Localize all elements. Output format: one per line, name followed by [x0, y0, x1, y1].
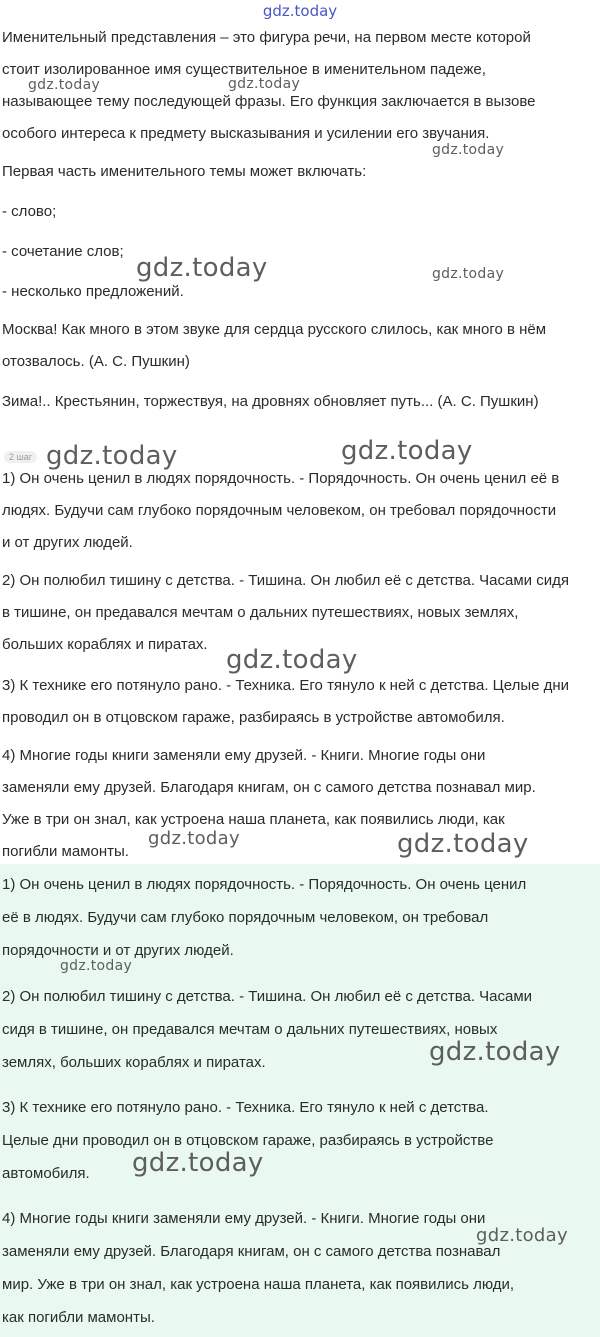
watermark: gdz.today [432, 142, 505, 158]
exercise-line: погибли мамонты. [2, 843, 129, 860]
watermark: gdz.today [341, 436, 473, 466]
intro-line: отозвалось. (А. С. Пушкин) [2, 353, 190, 370]
answer-line: порядочности и от других людей. [2, 942, 234, 959]
answer-line: автомобиля. [2, 1165, 90, 1182]
exercise-line: 4) Многие годы книги заменяли ему друзей. - Книги. Многие годы они [2, 747, 486, 764]
answer-line: 3) К технике его потянуло рано. - Техника. Его тянуло к ней с детства. [2, 1099, 489, 1116]
intro-line: Первая часть именительного темы может включать: [2, 163, 367, 180]
answer-line: 4) Многие годы книги заменяли ему друзей. - Книги. Многие годы они [2, 1210, 486, 1227]
exercise-line: проводил он в отцовском гараже, разбираясь в устройстве автомобиля. [2, 709, 505, 726]
watermark: gdz.today [226, 645, 358, 675]
watermark: gdz.today [397, 829, 529, 859]
intro-line: Москва! Как много в этом звуке для сердца русского слилось, как много в нём [2, 321, 547, 338]
watermark: gdz.today [432, 266, 505, 282]
intro-line: стоит изолированное имя существительное в именительном падеже, [2, 61, 486, 78]
answer-line: 1) Он очень ценил в людях порядочность. - Порядочность. Он очень ценил [2, 876, 527, 893]
answer-line: её в людях. Будучи сам глубоко порядочным человеком, он требовал [2, 909, 489, 926]
watermark: gdz.today [228, 76, 301, 92]
watermark: gdz.today [429, 1037, 561, 1067]
exercise-line: в тишине, он предавался мечтам о дальних путешествиях, новых землях, [2, 604, 519, 621]
intro-line: Именительный представления – это фигура речи, на первом месте которой [2, 29, 531, 46]
intro-line: - сочетание слов; [2, 243, 124, 260]
exercise-line: и от других людей. [2, 534, 133, 551]
answer-line: сидя в тишине, он предавался мечтам о дальних путешествиях, новых [2, 1021, 498, 1038]
intro-line: называющее тему последующей фразы. Его функция заключается в вызове [2, 93, 536, 110]
watermark: gdz.today [148, 828, 240, 849]
watermark: gdz.today [28, 77, 101, 93]
answer-line: мир. Уже в три он знал, как устроена наша планета, как появились люди, [2, 1276, 515, 1293]
exercise-line: людях. Будучи сам глубоко порядочным человеком, он требовал порядочности [2, 502, 557, 519]
intro-line: - несколько предложений. [2, 283, 184, 300]
answer-line: землях, больших кораблях и пиратах. [2, 1054, 266, 1071]
watermark: gdz.today [136, 253, 268, 283]
answer-line: заменяли ему друзей. Благодаря книгам, он с самого детства познавал [2, 1243, 501, 1260]
exercise-line: 3) К технике его потянуло рано. - Техника. Его тянуло к ней с детства. Целые дни [2, 677, 570, 694]
exercise-line: 2) Он полюбил тишину с детства. - Тишина. Он любил её с детства. Часами сидя [2, 572, 569, 589]
watermark: gdz.today [476, 1225, 568, 1246]
watermark: gdz.today [46, 441, 178, 471]
answer-line: как погибли мамонты. [2, 1309, 155, 1326]
exercise-line: больших кораблях и пиратах. [2, 636, 208, 653]
answer-line: 2) Он полюбил тишину с детства. - Тишина. Он любил её с детства. Часами [2, 988, 533, 1005]
intro-line: особого интереса к предмету высказывания и усилении его звучания. [2, 125, 490, 142]
site-logo[interactable]: gdz.today [262, 2, 338, 20]
watermark: gdz.today [132, 1148, 264, 1178]
step-badge: 2 шаг [4, 451, 37, 463]
answer-line: Целые дни проводил он в отцовском гараже, разбираясь в устройстве [2, 1132, 494, 1149]
exercise-line: Уже в три он знал, как устроена наша планета, как появились люди, как [2, 811, 505, 828]
watermark: gdz.today [60, 958, 133, 974]
intro-line: Зима!.. Крестьянин, торжествуя, на дровнях обновляет путь... (А. С. Пушкин) [2, 393, 539, 410]
exercise-line: 1) Он очень ценил в людях порядочность. - Порядочность. Он очень ценил её в [2, 470, 560, 487]
exercise-line: заменяли ему друзей. Благодаря книгам, он с самого детства познавал мир. [2, 779, 536, 796]
intro-line: - слово; [2, 203, 57, 220]
